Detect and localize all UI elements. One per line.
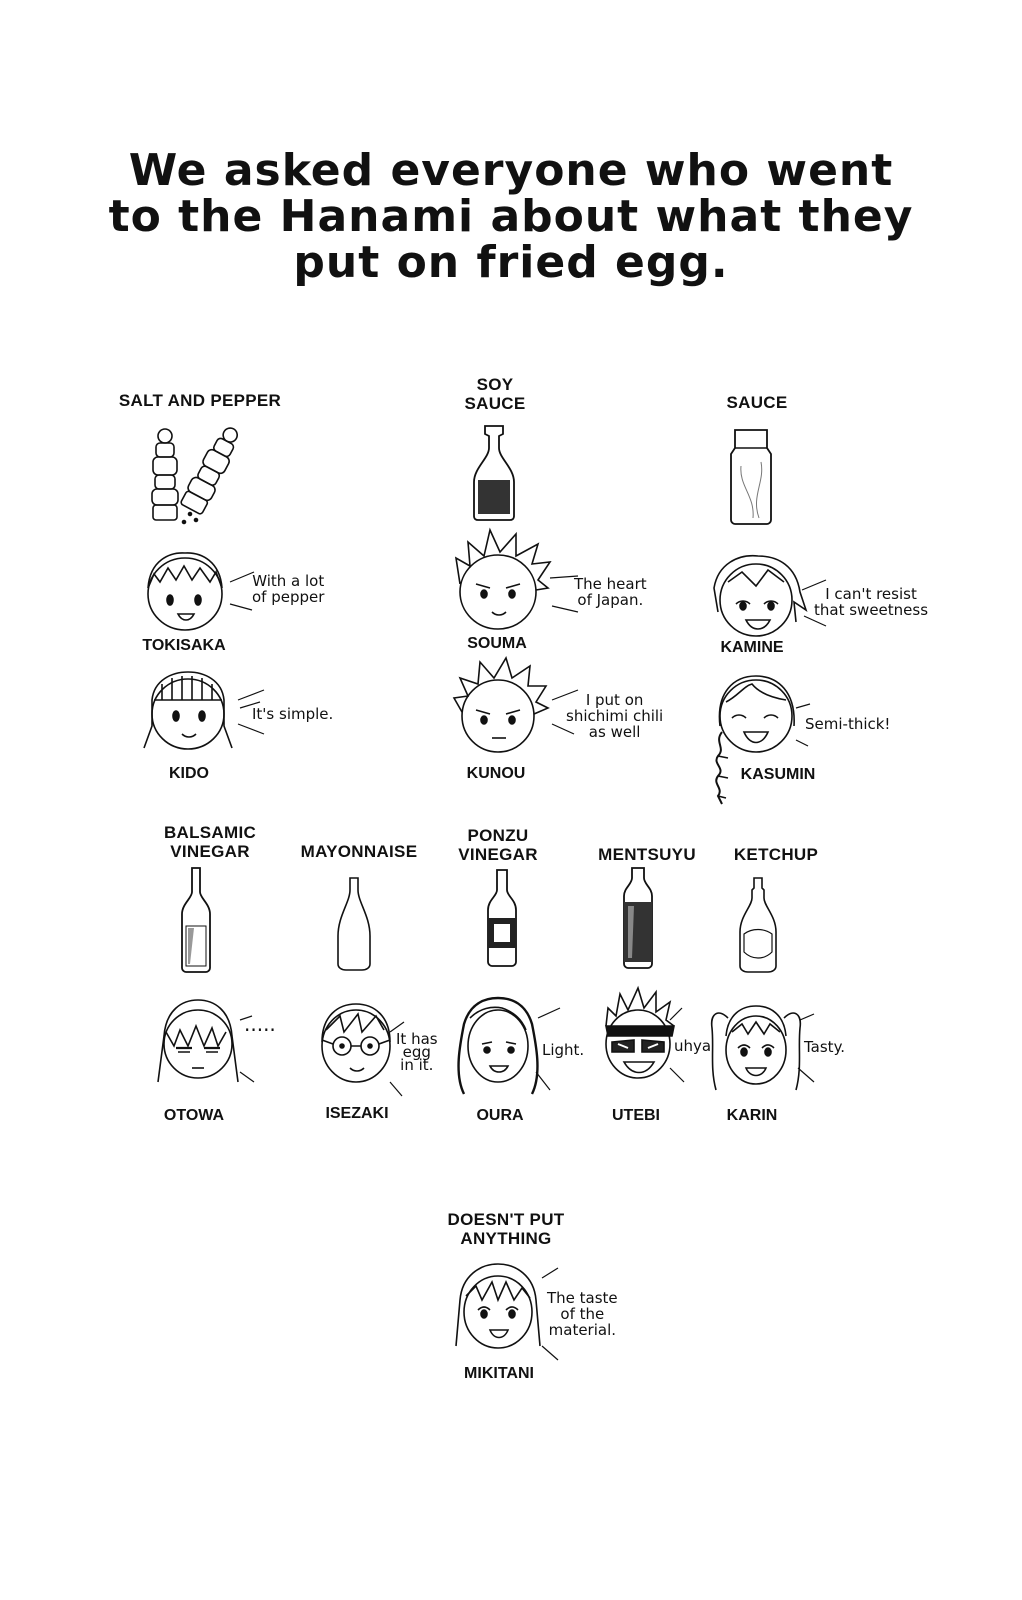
- utebi-quote: uhya: [674, 1037, 712, 1055]
- kamine-face-icon: [712, 552, 808, 642]
- title-line-1: We asked everyone who went: [128, 145, 894, 196]
- kamine-quote: I can't resist that sweetness: [814, 585, 929, 619]
- mikitani-quote: The taste of the material.: [547, 1289, 618, 1339]
- souma-name: SOUMA: [467, 635, 527, 652]
- karin-face-icon: [708, 998, 804, 1098]
- utebi-name: UTEBI: [612, 1107, 660, 1124]
- kasumin-face-icon: [704, 672, 800, 808]
- page-title: [0, 145, 1022, 288]
- souma-quote: The heart of Japan.: [574, 575, 647, 609]
- isezaki-name: ISEZAKI: [325, 1105, 389, 1122]
- ponzu-vinegar-bottle-icon: [482, 868, 522, 968]
- category-soy-sauce: SOY SAUCE: [464, 375, 526, 413]
- kido-speech-lines: [234, 688, 270, 736]
- kunou-name: KUNOU: [466, 765, 526, 782]
- kunou-speech-lines: [548, 688, 582, 736]
- ketchup-bottle-icon: [736, 876, 780, 974]
- sauce-bottle-icon: [725, 426, 777, 526]
- isezaki-quote: It has egg in it.: [396, 1030, 438, 1074]
- category-salt-and-pepper: SALT AND PEPPER: [118, 391, 282, 410]
- kido-name: KIDO: [169, 765, 209, 782]
- mayonnaise-bottle-icon: [334, 876, 374, 972]
- mikitani-face-icon: [450, 1260, 546, 1356]
- kamine-name: KAMINE: [720, 639, 784, 656]
- kasumin-name: KASUMIN: [740, 766, 816, 783]
- kasumin-quote: Semi-thick!: [805, 715, 891, 733]
- salt-pepper-shaker-icon: [140, 418, 250, 528]
- oura-face-icon: [452, 994, 544, 1100]
- category-mentsuyu: MENTSUYU: [598, 845, 696, 864]
- category-ponzu-vinegar: PONZU VINEGAR: [458, 826, 538, 864]
- kido-quote: It's simple.: [252, 705, 334, 723]
- mikitani-name: MIKITANI: [464, 1365, 534, 1382]
- mentsuyu-bottle-icon: [618, 866, 658, 970]
- tokisaka-name: TOKISAKA: [142, 637, 226, 654]
- otowa-quote: .....: [244, 1012, 276, 1036]
- karin-speech-lines: [796, 1012, 822, 1088]
- category-sauce: SAUCE: [726, 393, 788, 412]
- category-doesnt-put-anything: DOESN'T PUT ANYTHING: [447, 1210, 565, 1248]
- isezaki-speech-lines: [388, 1020, 410, 1100]
- mikitani-speech-lines: [538, 1264, 564, 1364]
- kunou-quote: I put on shichimi chili as well: [566, 691, 664, 741]
- title-line-3: put on fried egg.: [293, 237, 729, 288]
- otowa-name: OTOWA: [163, 1107, 225, 1124]
- souma-speech-lines: [548, 570, 582, 614]
- kunou-face-icon: [452, 656, 552, 756]
- kasumin-speech-lines: [792, 700, 816, 750]
- oura-name: OURA: [476, 1107, 524, 1124]
- karin-quote: Tasty.: [804, 1038, 846, 1056]
- otowa-face-icon: [152, 996, 244, 1086]
- oura-speech-lines: [534, 1006, 564, 1092]
- oura-quote: Light.: [542, 1041, 585, 1059]
- soy-sauce-bottle-icon: [468, 424, 520, 522]
- title-line-2: to the Hanami about what they: [108, 191, 914, 242]
- souma-face-icon: [452, 528, 554, 632]
- tokisaka-quote: With a lot of pepper: [252, 572, 325, 606]
- category-mayonnaise: MAYONNAISE: [300, 842, 418, 861]
- balsamic-vinegar-bottle-icon: [178, 866, 214, 974]
- category-balsamic-vinegar: BALSAMIC VINEGAR: [163, 823, 257, 861]
- utebi-speech-lines: [668, 1006, 692, 1086]
- otowa-speech-lines: [236, 1012, 276, 1084]
- category-ketchup: KETCHUP: [733, 845, 819, 864]
- kamine-speech-lines: [800, 578, 830, 628]
- kido-face-icon: [142, 670, 234, 754]
- karin-name: KARIN: [726, 1107, 778, 1124]
- tokisaka-speech-lines: [228, 570, 258, 612]
- tokisaka-face-icon: [140, 548, 230, 634]
